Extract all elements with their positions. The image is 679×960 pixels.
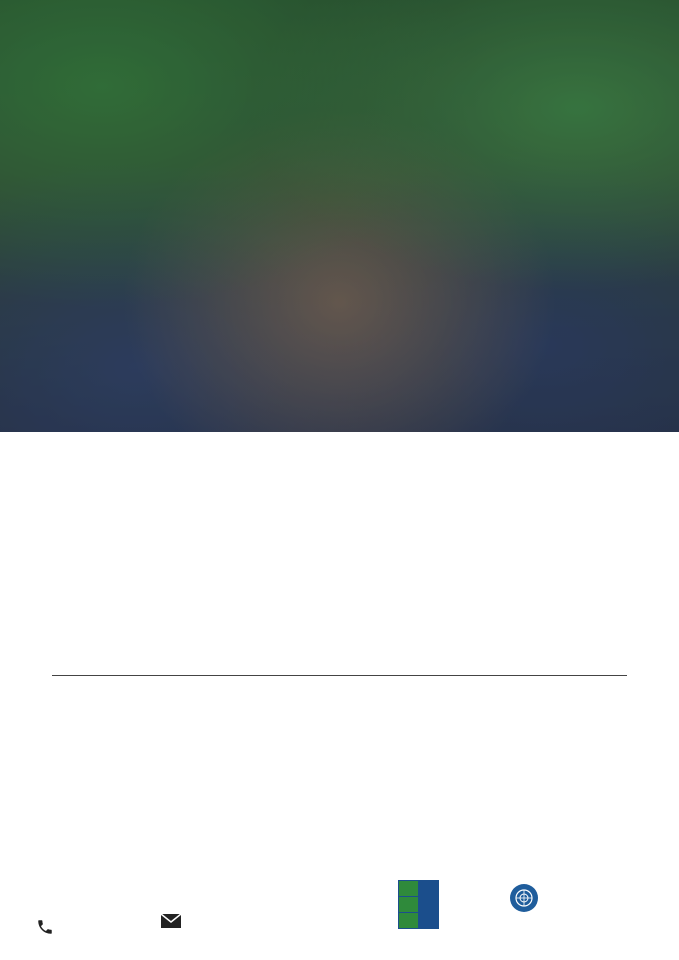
ccc-logo — [398, 880, 505, 929]
ccc-logo-letter — [419, 897, 438, 912]
eligibility-criteria-section — [50, 690, 338, 700]
envelope-icon — [160, 913, 182, 933]
un-volunteers-logo — [510, 884, 543, 912]
ccc-logo-dot — [399, 913, 418, 928]
ccc-logo-letter — [419, 881, 438, 896]
phone-contact — [36, 918, 66, 939]
email-contact — [160, 913, 188, 933]
deadline — [0, 636, 679, 662]
hero-banner — [0, 0, 679, 432]
ccc-logo-mark — [398, 880, 439, 929]
ccc-logo-letter — [419, 913, 438, 928]
ccc-logo-dot — [399, 897, 418, 912]
ccc-logo-dot — [399, 881, 418, 896]
section-divider — [52, 675, 627, 676]
phone-icon — [36, 918, 54, 939]
program-benefits-section — [367, 690, 639, 700]
un-emblem-icon — [510, 884, 538, 912]
